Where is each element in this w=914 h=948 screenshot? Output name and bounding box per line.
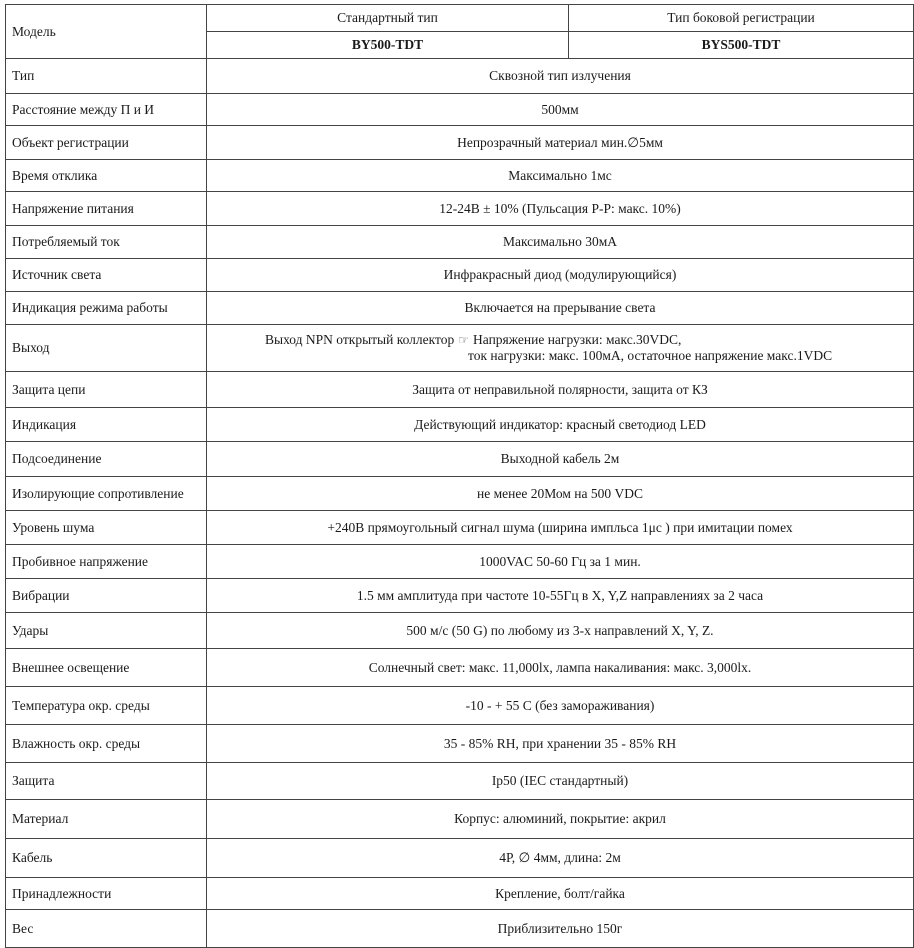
spec-row: [6, 226, 914, 259]
spec-value: Непрозрачный материал мин.∅5мм: [207, 126, 914, 160]
output-label: Выход: [6, 325, 207, 372]
spec-value: Ip50 (IEC стандартный): [207, 763, 914, 800]
spec-row: [6, 687, 914, 725]
spec-value: Максимально 30мА: [207, 226, 914, 259]
spec-label: Подсоединение: [6, 442, 207, 477]
spec-row: [6, 763, 914, 800]
spec-row: [6, 649, 914, 687]
spec-value: 500мм: [207, 94, 914, 126]
model-label: Модель: [6, 5, 207, 59]
load-voltage-text: Напряжение нагрузки: макс.30VDC,: [473, 332, 682, 347]
output-line-2: ток нагрузки: макс. 100мА, остаточное напряжение макс.1VDC: [468, 348, 833, 363]
spec-label: Пробивное напряжение: [6, 545, 207, 579]
standard-type-header: Стандартный тип: [207, 5, 569, 32]
spec-value: 1.5 мм амплитуда при частоте 10-55Гц в X, Y,Z направлениях за 2 часа: [207, 579, 914, 613]
spec-label: Температура окр. среды: [6, 687, 207, 725]
spec-value: 12-24В ± 10% (Пульсация P-P: макс. 10%): [207, 192, 914, 226]
spec-label: Внешнее освещение: [6, 649, 207, 687]
spec-value: 1000VAC 50-60 Гц за 1 мин.: [207, 545, 914, 579]
spec-label: Тип: [6, 59, 207, 94]
spec-value: Сквозной тип излучения: [207, 59, 914, 94]
spec-label: Удары: [6, 613, 207, 649]
spec-row: [6, 192, 914, 226]
spec-value: Солнечный свет: макс. 11,000lx, лампа накаливания: макс. 3,000lx.: [207, 649, 914, 687]
spec-value: Инфракрасный диод (модулирующийся): [207, 259, 914, 292]
spec-value: 4Р, ∅ 4мм, длина: 2м: [207, 839, 914, 878]
spec-value: +240В прямоугольный сигнал шума (ширина импльса 1μс ) при имитации помех: [207, 511, 914, 545]
spec-row: [6, 94, 914, 126]
side-type-header: Тип боковой регистрации: [569, 5, 914, 32]
spec-label: Уровень шума: [6, 511, 207, 545]
header-row: [6, 5, 914, 32]
output-line-1: [207, 332, 913, 348]
spec-label: Индикация режима работы: [6, 292, 207, 325]
spec-row: [6, 442, 914, 477]
spec-label: Материал: [6, 800, 207, 839]
spec-table: [5, 4, 914, 948]
spec-value: Максимально 1мс: [207, 160, 914, 192]
spec-value: не менее 20Мом на 500 VDC: [207, 477, 914, 511]
spec-row: [6, 725, 914, 763]
spec-label: Источник света: [6, 259, 207, 292]
spec-value: Действующий индикатор: красный светодиод LED: [207, 408, 914, 442]
spec-label: Время отклика: [6, 160, 207, 192]
spec-label: Защита цепи: [6, 372, 207, 408]
spec-label: Влажность окр. среды: [6, 725, 207, 763]
side-model-code: BYS500-TDT: [569, 32, 914, 59]
spec-label: Потребляемый ток: [6, 226, 207, 259]
spec-row: [6, 839, 914, 878]
spec-value: Крепление, болт/гайка: [207, 878, 914, 910]
spec-row: [6, 579, 914, 613]
spec-row: [6, 372, 914, 408]
spec-row: [6, 800, 914, 839]
spec-label: Кабель: [6, 839, 207, 878]
spec-row: [6, 545, 914, 579]
spec-value: -10 - + 55 С (без замораживания): [207, 687, 914, 725]
spec-row: [6, 126, 914, 160]
spec-row: [6, 477, 914, 511]
spec-label: Изолирующие сопротивление: [6, 477, 207, 511]
spec-label: Принадлежности: [6, 878, 207, 910]
spec-row: [6, 160, 914, 192]
output-row: [6, 325, 914, 372]
spec-value: Включается на прерывание света: [207, 292, 914, 325]
spec-label: Вибрации: [6, 579, 207, 613]
output-type-text: Выход NPN открытый коллектор: [265, 332, 455, 347]
spec-row: [6, 910, 914, 948]
spec-row: [6, 511, 914, 545]
spec-value: 35 - 85% RH, при хранении 35 - 85% RH: [207, 725, 914, 763]
spec-row: [6, 59, 914, 94]
spec-label: Вес: [6, 910, 207, 948]
spec-value: Защита от неправильной полярности, защита от КЗ: [207, 372, 914, 408]
spec-label: Расстояние между П и И: [6, 94, 207, 126]
spec-row: [6, 878, 914, 910]
spec-label: Индикация: [6, 408, 207, 442]
spec-row: [6, 408, 914, 442]
spec-value: Корпус: алюминий, покрытие: акрил: [207, 800, 914, 839]
spec-value: 500 м/с (50 G) по любому из 3-х направлений X, Y, Z.: [207, 613, 914, 649]
spec-value: Приблизительно 150г: [207, 910, 914, 948]
hand-pointer-icon: ☞: [458, 333, 469, 347]
spec-row: [6, 613, 914, 649]
spec-label: Объект регистрации: [6, 126, 207, 160]
spec-label: Защита: [6, 763, 207, 800]
standard-model-code: BY500-TDT: [207, 32, 569, 59]
spec-row: [6, 292, 914, 325]
output-value: [207, 325, 914, 372]
spec-value: Выходной кабель 2м: [207, 442, 914, 477]
spec-row: [6, 259, 914, 292]
spec-label: Напряжение питания: [6, 192, 207, 226]
